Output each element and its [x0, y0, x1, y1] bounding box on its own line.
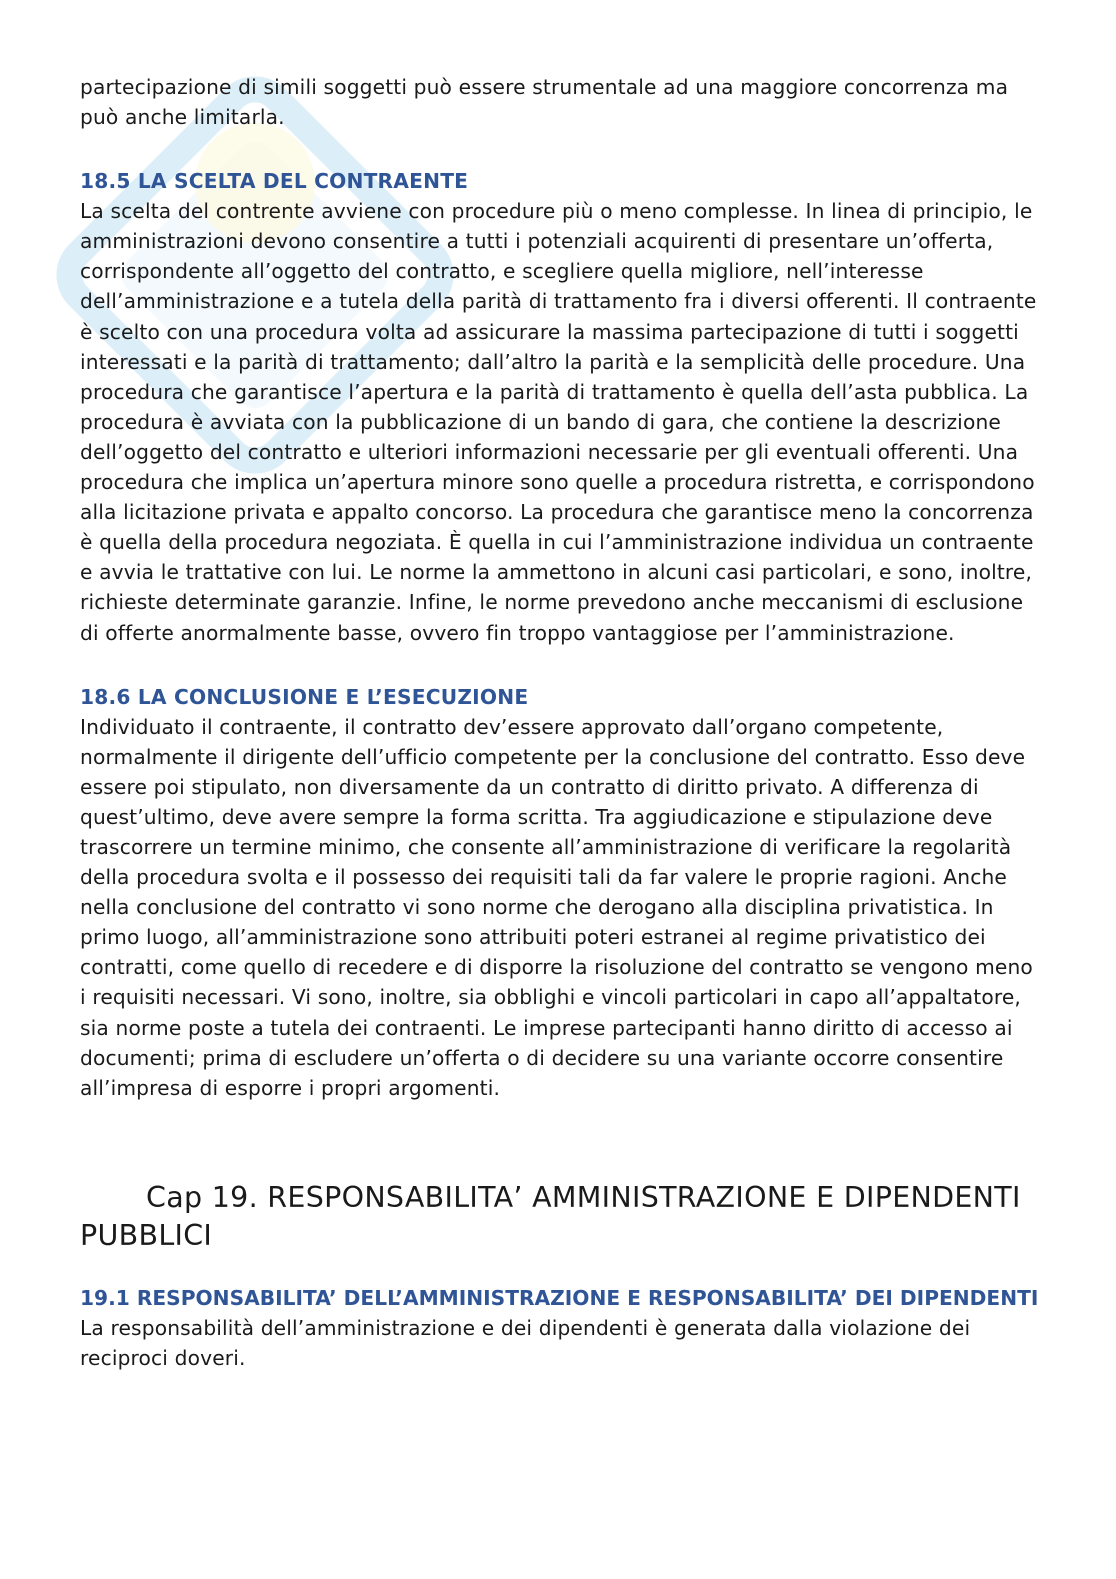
section-18-6-heading: 18.6 LA CONCLUSIONE E L’ESECUZIONE: [80, 684, 529, 709]
intro-paragraph: partecipazione di simili soggetti può essere strumentale ad una maggiore concorrenza ma può anche limitarla.: [80, 75, 1009, 130]
section-18-5-body: La scelta del contrente avviene con procedure più o meno complesse. In linea di principio, le amministrazioni devono consentire a tutti i potenziali acquirenti di presentare un’offerta, corrispondente all’oggetto del contratto, e scegliere quella migliore, nell’interesse dell’amministrazione e a tutela della parità di trattamento fra i diversi offerenti. Il contraente è scelto con una procedura volta ad assicurare la massima partecipazione di tutti i soggetti interessati e la parità di trattamento; dall’altro la parità e la semplicità delle procedure. Una procedura che garantisce l’apertura e la parità di trattamento è quella dell’asta pubblica. La procedura è avviata con la pubblicazione di un bando di gara, che contiene la descrizione dell’oggetto del contratto e ulteriori informazioni necessarie per gli eventuali offerenti. Una procedura che implica un’apertura minore sono quelle a procedura ristretta, e corrispondono alla licitazione privata e appalto concorso. La procedura che garantisce meno la concorrenza è quella della procedura negoziata. È quella in cui l’amministrazione individua un contraente e avvia le trattative con lui. Le norme la ammettono in alcuni casi particolari, e sono, inoltre, richieste determinate garanzie. Infine, le norme prevedono anche meccanismi di esclusione di offerte anormalmente basse, ovvero fin troppo vantaggiose per l’amministrazione.: [80, 199, 1037, 645]
section-19-1-body: La responsabilità dell’amministrazione e dei dipendenti è generata dalla violazione dei reciproci doveri.: [80, 1315, 971, 1370]
chapter-19-title: [80, 1179, 1040, 1255]
section-18-6-body: Individuato il contraente, il contratto dev’essere approvato dall’organo competente, normalmente il dirigente dell’ufficio competente per la conclusione del contratto. Esso deve essere poi stipulato, non diversamente da un contratto di diritto privato. A differenza di quest’ultimo, deve avere sempre la forma scritta. Tra aggiudicazione e stipulazione deve trascorrere un termine minimo, che consente all’amministrazione di verificare la regolarità della procedura svolta e il possesso dei requisiti tali da far valere le proprie ragioni. Anche nella conclusione del contratto vi sono norme che derogano alla disciplina privatistica. In primo luogo, all’amministrazione sono attribuiti poteri estranei al regime privatistico dei contratti, come quello di recedere e di disporre la risoluzione del contratto se vengono meno i requisiti necessari. Vi sono, inoltre, sia obblighi e vincoli particolari in capo all’appaltatore, sia norme poste a tutela dei contraenti. Le imprese partecipanti hanno diritto di accesso ai documenti; prima di escludere un’offerta o di decidere su una variante occorre consentire all’impresa di esporre i propri argomenti.: [80, 714, 1033, 1100]
section-18-5-heading: 18.5 LA SCELTA DEL CONTRAENTE: [80, 169, 469, 194]
chapter-19-title-text: Cap 19. RESPONSABILITA’ AMMINISTRAZIONE E DIPENDENTI PUBBLICI: [80, 1180, 1021, 1252]
document-page: [80, 72, 1040, 1373]
section-19-1-heading: 19.1 RESPONSABILITA’ DELL’AMMINISTRAZIONE E RESPONSABILITA’ DEI DIPENDENTI: [80, 1285, 1039, 1310]
